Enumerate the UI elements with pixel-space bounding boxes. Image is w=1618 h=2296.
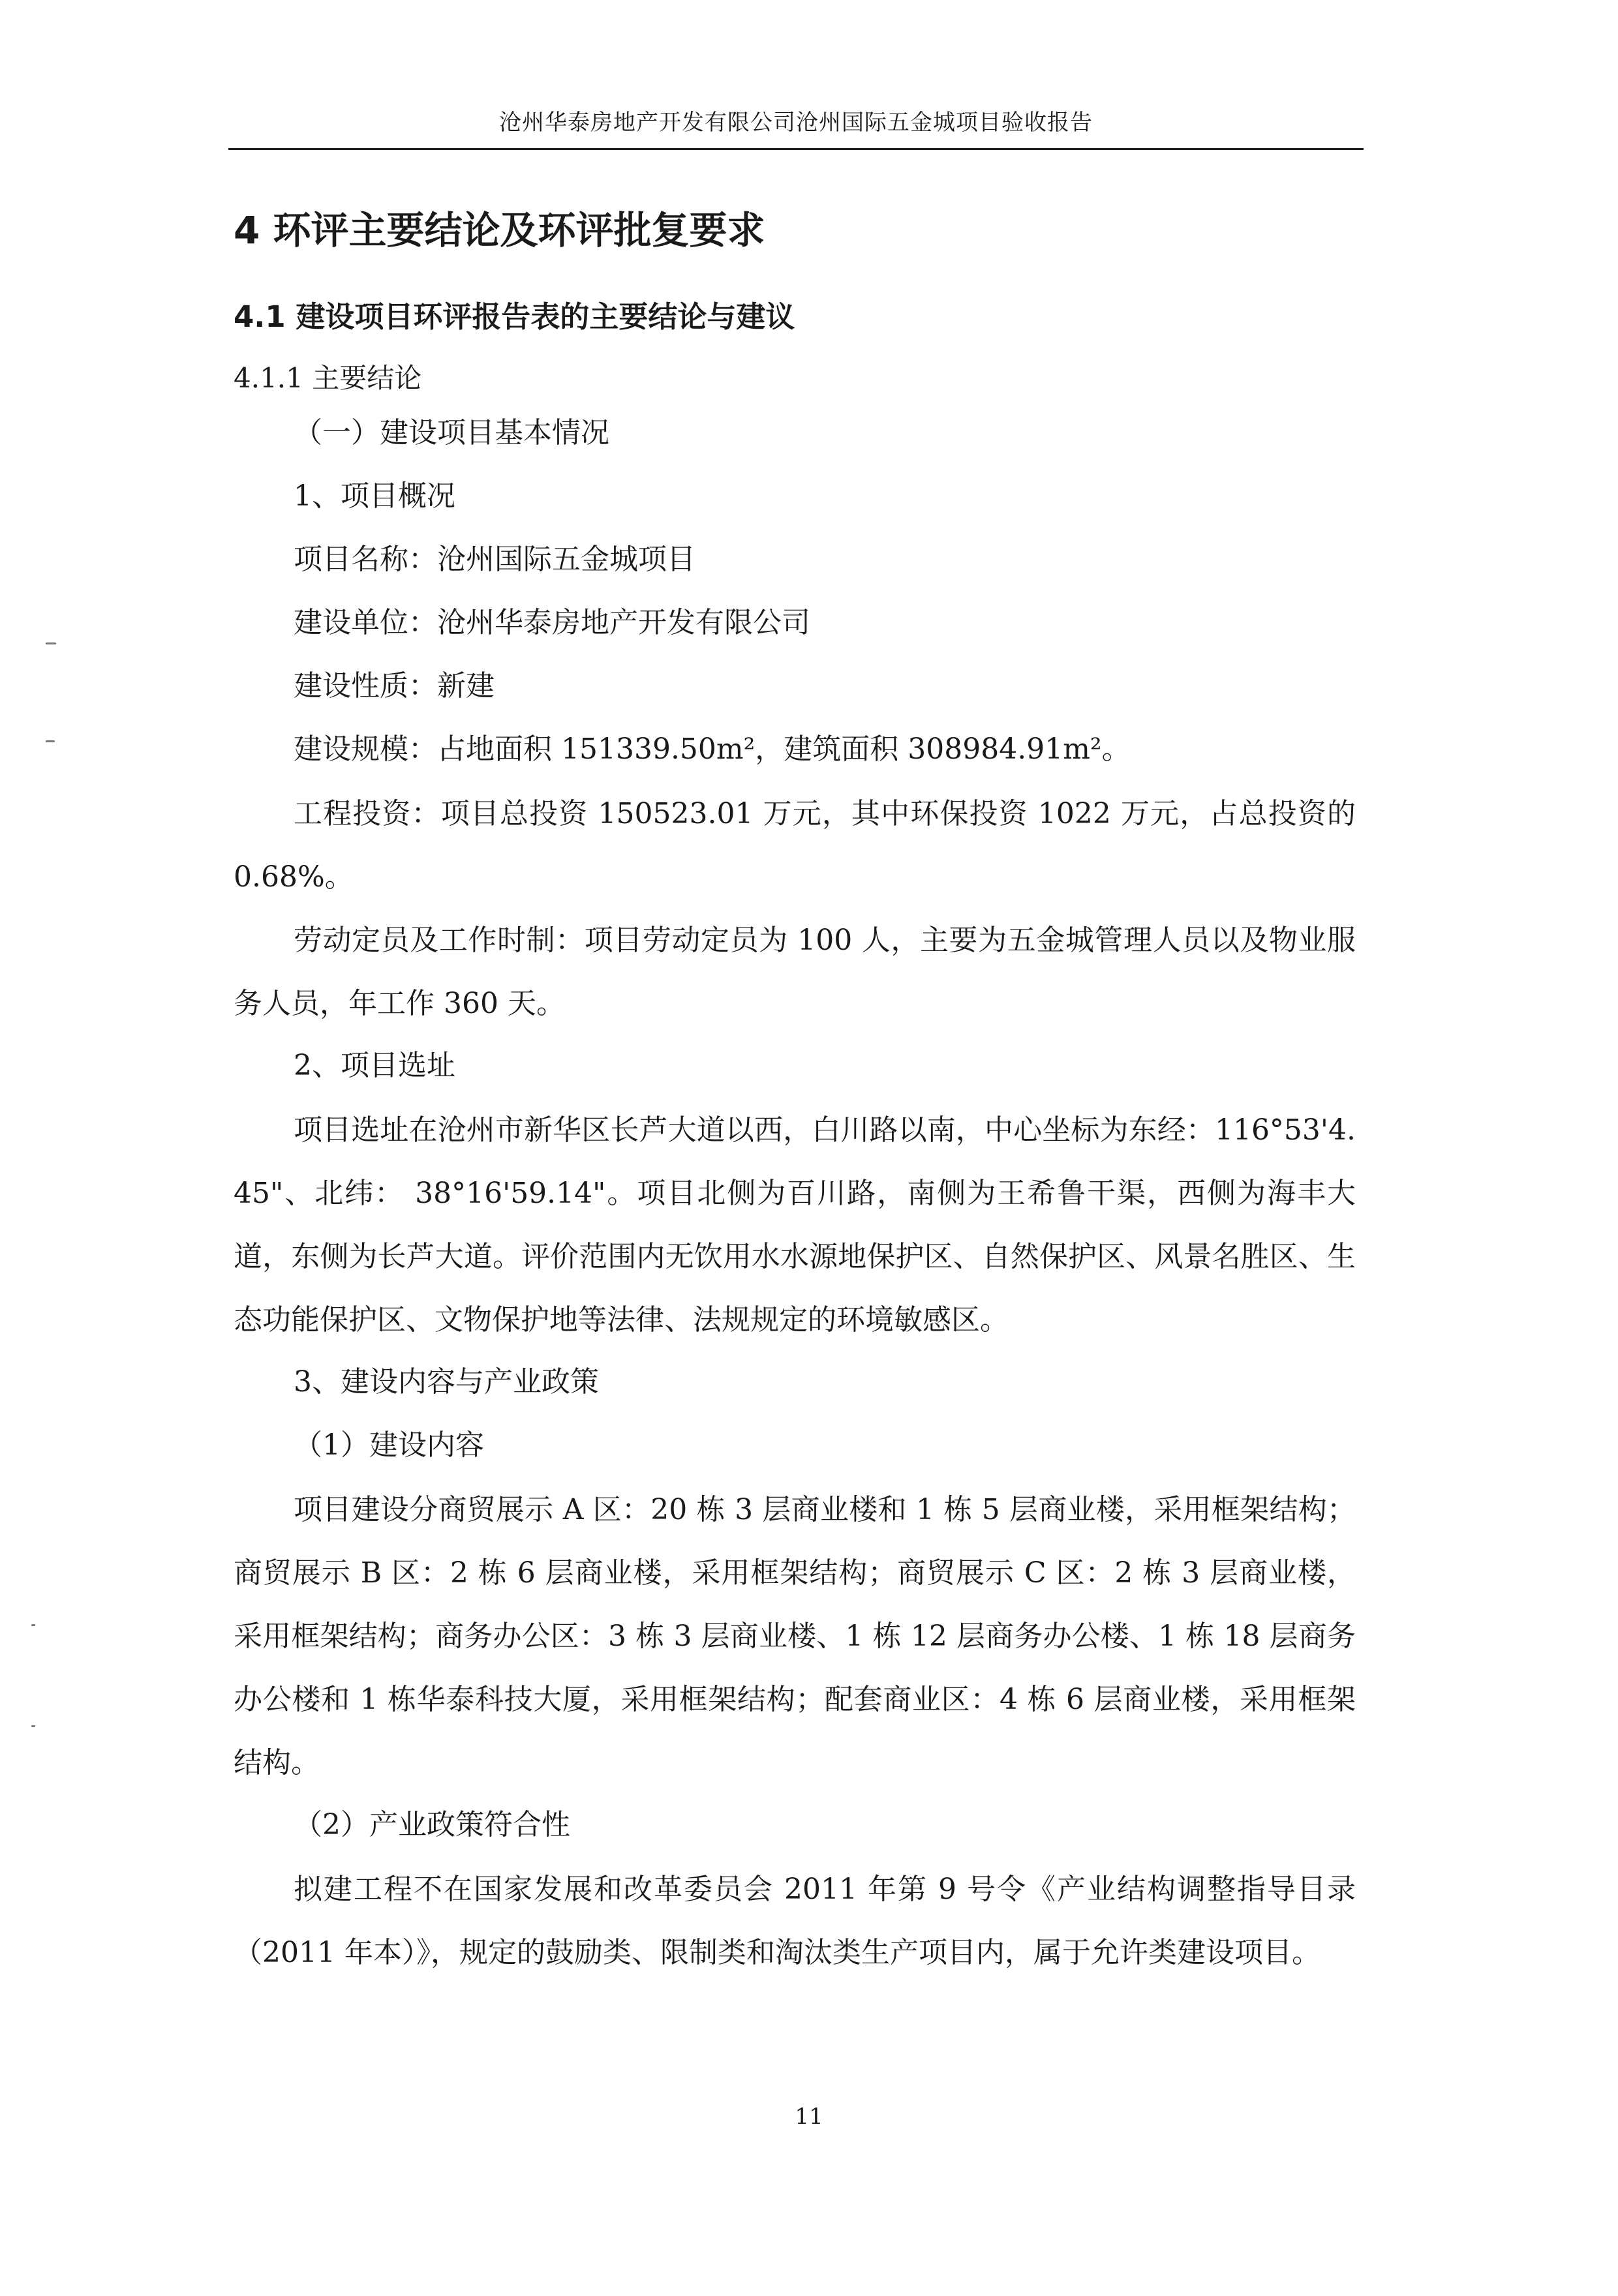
part1-heading: （一）建设项目基本情况	[294, 416, 609, 449]
item1-heading: 1、项目概况	[294, 479, 455, 513]
item2-heading: 2、项目选址	[294, 1049, 455, 1082]
scan-speck	[46, 740, 55, 742]
policy-subheading: （2）产业政策符合性	[294, 1808, 570, 1841]
construction-nature-line: 建设性质：新建	[294, 669, 495, 702]
location-paragraph: 项目选址在沧州市新华区长芦大道以西，白川路以南，中心坐标为东经：116°53'4.45"、北纬： 38°16'59.14"。项目北侧为百川路，南侧为王希鲁干渠，西侧为海丰大道，东侧为长芦大道。评价范围内无饮用水水源地保护区、自然保护区、风景名胜区、生态功能保护区、文物保护地等法律、法规规定的环境敏感区。	[234, 1113, 1356, 1337]
scan-speck	[46, 642, 56, 644]
scan-speck	[31, 1624, 35, 1626]
scale-line: 建设规模：占地面积 151339.50m²，建筑面积 308984.91m²。	[294, 733, 1131, 766]
content-paragraph: 项目建设分商贸展示 A 区：20 栋 3 层商业楼和 1 栋 5 层商业楼，采用框架结构；商贸展示 B 区：2 栋 6 层商业楼，采用框架结构；商贸展示 C 区：2 栋 3 层商业楼，采用框架结构；商务办公区：3 栋 3 层商业楼、1 栋 12 层商务办公楼、1 栋 18 层商务办公楼和 1 栋华泰科技大厦，采用框架结构；配套商业区：4 栋 6 层商业楼，采用框架结构。	[234, 1493, 1356, 1779]
staffing-paragraph: 劳动定员及工作时制：项目劳动定员为 100 人，主要为五金城管理人员以及物业服务人员，年工作 360 天。	[234, 924, 1356, 1020]
construction-unit-line: 建设单位：沧州华泰房地产开发有限公司	[294, 606, 810, 639]
page-number: 11	[795, 2104, 823, 2130]
chapter-title: 4 环评主要结论及环评批复要求	[234, 208, 765, 252]
subsection-title: 4.1.1 主要结论	[234, 362, 422, 394]
project-name-line: 项目名称：沧州国际五金城项目	[294, 543, 695, 576]
section-title: 4.1 建设项目环评报告表的主要结论与建议	[234, 299, 795, 334]
running-header: 沧州华泰房地产开发有限公司沧州国际五金城项目验收报告	[228, 108, 1364, 150]
policy-paragraph: 拟建工程不在国家发展和改革委员会 2011 年第 9 号令《产业结构调整指导目录（2011 年本）》，规定的鼓励类、限制类和淘汰类生产项目内，属于允许类建设项目。	[234, 1873, 1356, 1969]
investment-paragraph: 工程投资：项目总投资 150523.01 万元，其中环保投资 1022 万元，占总投资的 0.68%。	[234, 797, 1356, 894]
item3-heading: 3、建设内容与产业政策	[294, 1365, 599, 1398]
scan-speck	[31, 1725, 35, 1727]
content-subheading: （1）建设内容	[294, 1428, 484, 1462]
